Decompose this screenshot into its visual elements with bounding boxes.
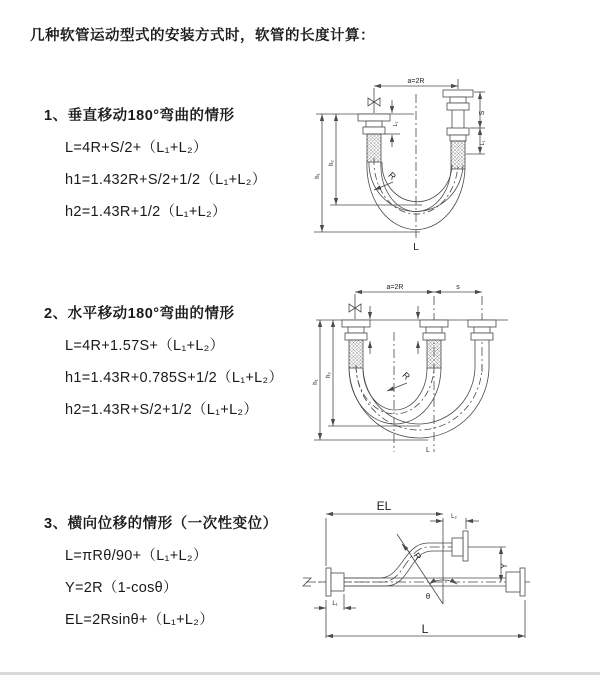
label-a2r: a=2R: [407, 78, 425, 85]
label-a2r: a=2R: [386, 284, 404, 291]
label-l1-right: L₁: [480, 140, 486, 146]
label-l: L: [426, 447, 430, 454]
radius-leader: [402, 544, 410, 553]
left-flange: [326, 568, 344, 596]
u-bend-hose-arcs: [349, 364, 489, 438]
section-1-formula-1: L=4R+S/2+（L₁+L₂）: [65, 140, 208, 156]
section-2-formula-1: L=4R+1.57S+（L₁+L₂）: [65, 338, 225, 354]
label-l1: L₁: [332, 601, 338, 607]
diagram-lateral-displacement: [298, 496, 598, 661]
label-h2: h₂: [329, 160, 335, 166]
s-curved-hose: [344, 543, 452, 586]
diagram-vertical-180-bend: [308, 66, 588, 256]
upper-flange-displaced: [452, 531, 468, 561]
label-r: R: [411, 550, 424, 562]
right-flange-original: [506, 568, 525, 596]
label-r: R: [400, 370, 412, 382]
right-flange-fitting-lower: [447, 128, 469, 169]
section-1-heading: 1、垂直移动180°弯曲的情形: [44, 108, 235, 124]
left-flange-fitting: [342, 320, 370, 368]
label-r: R: [386, 170, 398, 182]
page-title: 几种软管运动型式的安装方式时，软管的长度计算：: [30, 28, 375, 44]
label-l: L: [413, 242, 419, 253]
section-3-formula-3: EL=2Rsinθ+（L₁+L₂）: [65, 612, 215, 628]
diagram-horizontal-180-bend: [308, 276, 588, 466]
label-h1: h₁: [315, 173, 321, 179]
radius-leader: [387, 383, 407, 391]
section-1-formula-3: h2=1.43R+1/2（L₁+L₂）: [65, 204, 227, 220]
right-flange-fitting-upper: [443, 90, 473, 128]
valve-icon: [368, 88, 380, 113]
section-3-formula-2: Y=2R（1-cosθ）: [65, 580, 178, 596]
section-2-formula-2: h1=1.43R+0.785S+1/2（L₁+L₂）: [65, 370, 284, 386]
middle-flange-fitting: [420, 320, 448, 368]
label-el: EL: [376, 499, 392, 513]
label-h2: h₂: [326, 372, 332, 378]
section-2-heading: 2、水平移动180°弯曲的情形: [44, 306, 235, 322]
label-h1: h₁: [313, 379, 319, 385]
dimension-h1: [314, 320, 428, 440]
label-y: Y: [499, 562, 509, 570]
label-s: S: [479, 110, 486, 116]
label-l1-left: L₁: [393, 121, 399, 127]
label-theta: θ: [425, 592, 431, 601]
section-3-formula-1: L=πRθ/90+（L₁+L₂）: [65, 548, 208, 564]
section-2-formula-3: h2=1.43R+S/2+1/2（L₁+L₂）: [65, 402, 259, 418]
valve-icon: [349, 294, 361, 319]
label-l: L: [421, 622, 429, 636]
section-1-formula-2: h1=1.432R+S/2+1/2（L₁+L₂）: [65, 172, 267, 188]
section-3-heading: 3、横向位移的情形（一次性变位）: [44, 516, 278, 532]
label-s: s: [456, 284, 460, 291]
left-flange-fitting: [358, 114, 390, 162]
label-l2: L₂: [451, 514, 457, 520]
dimension-s: [470, 92, 485, 128]
small-dimension-arrows: [370, 306, 418, 354]
